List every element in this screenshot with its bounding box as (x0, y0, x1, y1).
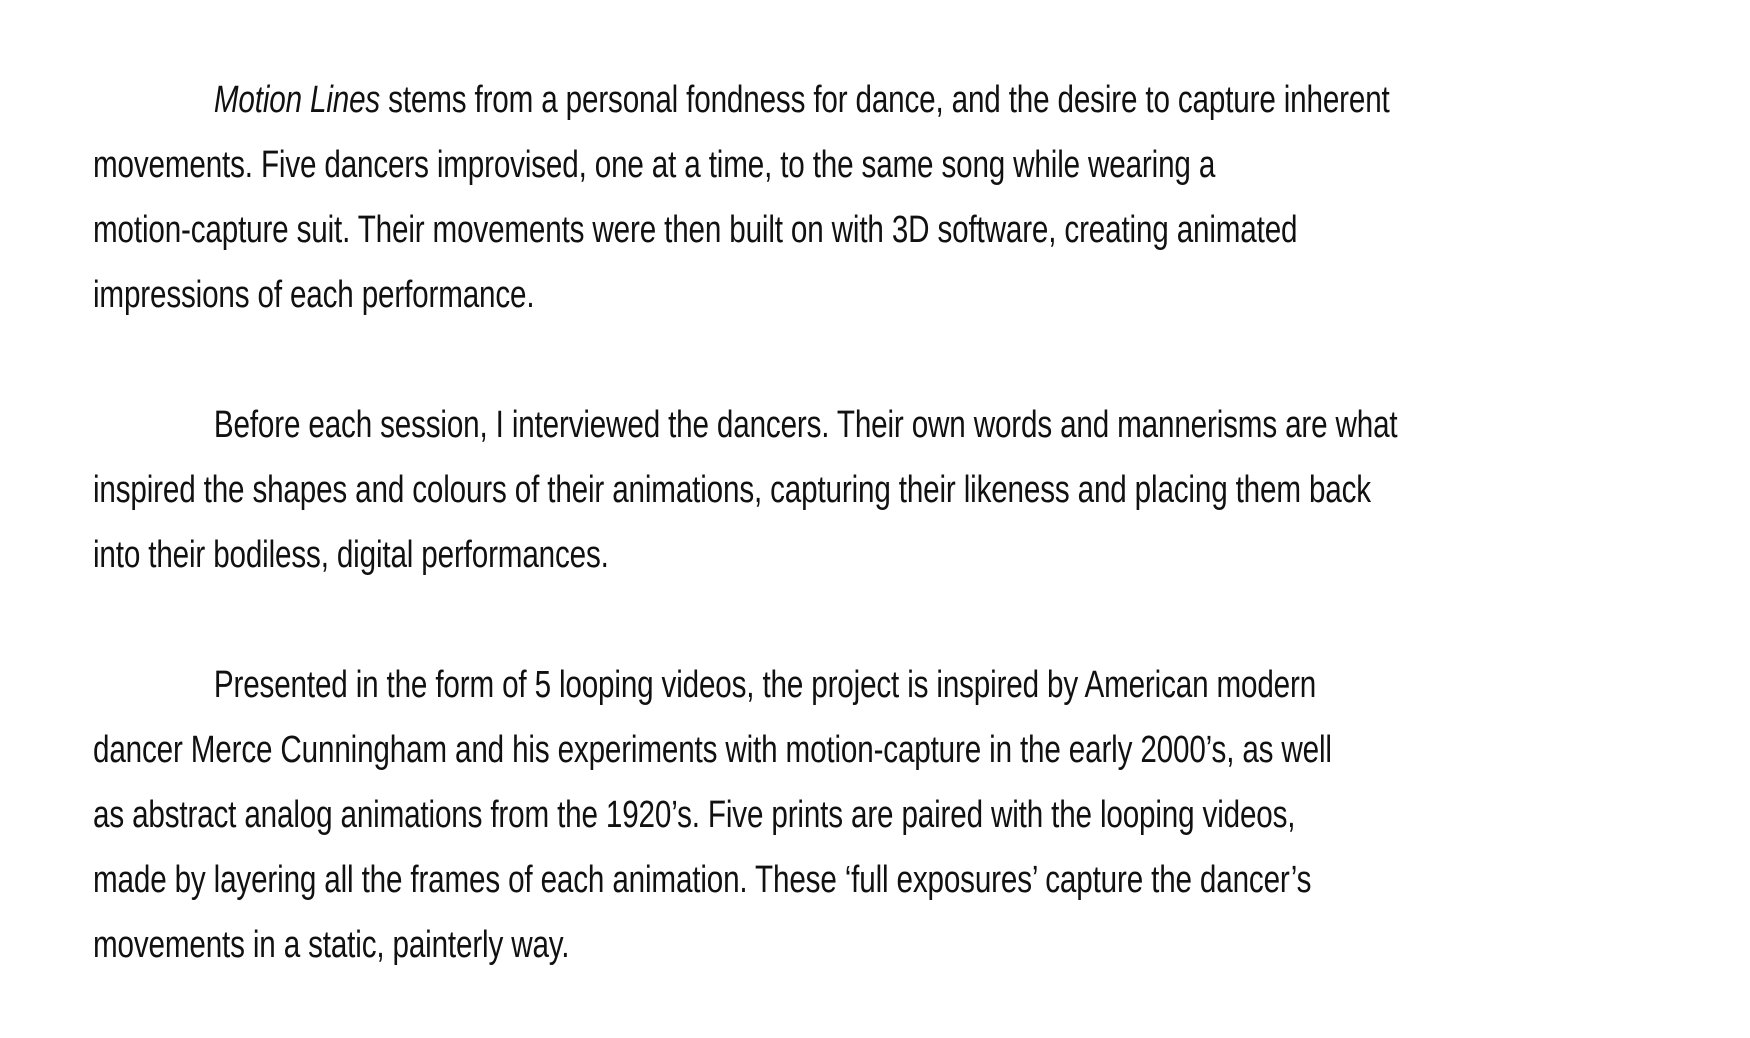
text-line: as abstract analog animations from the 1920’s. Five prints are paired with the looping videos, (93, 794, 1296, 836)
paragraph-intro (93, 68, 1390, 328)
paragraph-presentation (93, 653, 1341, 978)
text-span: stems from a personal fondness for dance, and the desire to capture inherent (380, 79, 1390, 121)
text-line: movements. Five dancers improvised, one at a time, to the same song while wearing a (93, 144, 1216, 186)
text-line: made by layering all the frames of each animation. These ‘full exposures’ capture the dancer’s (93, 859, 1312, 901)
text-line: inspired the shapes and colours of their animations, capturing their likeness and placing them back (93, 469, 1371, 511)
document-body (93, 68, 1398, 978)
text-line: motion-capture suit. Their movements were then built on with 3D software, creating animated (93, 209, 1298, 251)
paragraph-interviews (93, 393, 1398, 588)
text-line: dancer Merce Cunningham and his experiments with motion-capture in the early 2000’s, as well (93, 729, 1332, 771)
work-title: Motion Lines (213, 79, 381, 121)
text-line: Before each session, I interviewed the dancers. Their own words and mannerisms are what (213, 404, 1398, 446)
text-line: impressions of each performance. (93, 274, 535, 316)
text-line: movements in a static, painterly way. (93, 924, 570, 966)
text-line (93, 68, 1390, 133)
text-line: Presented in the form of 5 looping videos, the project is inspired by American modern (213, 664, 1317, 706)
text-line: into their bodiless, digital performances. (93, 534, 609, 576)
